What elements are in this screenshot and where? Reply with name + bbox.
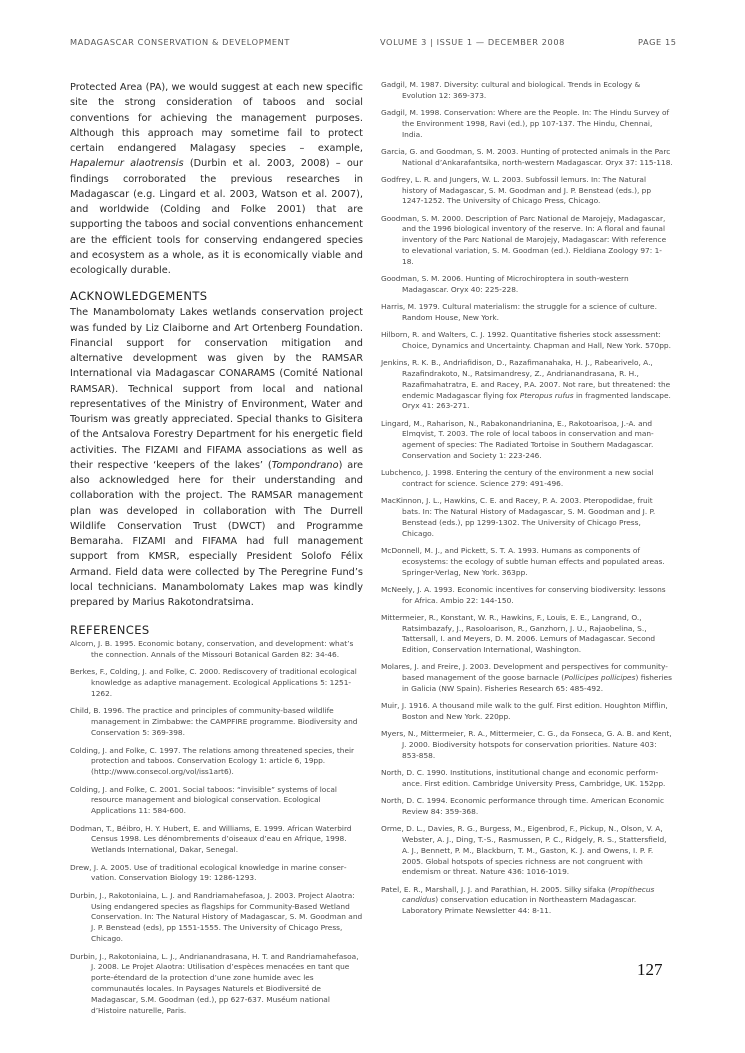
reference-text: Muir, J. 1916. A thousand mile walk to the gulf. First edition. Houghton Mifflin, Boston and New York. 220pp. [381, 701, 668, 722]
reference-entry [381, 358, 673, 412]
reference-entry [381, 546, 673, 579]
running-header-journal: MADAGASCAR CONSERVATION & DEVELOPMENT [70, 37, 291, 47]
reference-entry [381, 662, 673, 695]
reference-entry [70, 667, 363, 700]
reference-text: Colding, J. and Folke, C. 1997. The relations among threatened species, their protection and taboos. Conservation Ecology 1: article 6, 19pp. (http://www.consecol.org/vol/iss1art6). [70, 745, 355, 777]
reference-entry [381, 274, 673, 296]
acknowledgements-heading: ACKNOWLEDGEMENTS [70, 289, 208, 304]
reference-entry [381, 701, 673, 723]
reference-entry [381, 147, 673, 169]
reference-text: ) conservation education in Northeastern Madagascar. Laboratory Primate Newsletter 44: 8-11. [402, 895, 637, 916]
reference-entry [381, 796, 673, 818]
reference-text: Patel, E. R., Marshall, J. J. and Parathian, H. 2005. Silky sifaka ( [381, 884, 611, 894]
reference-entry [381, 214, 673, 268]
reference-text: Mittermeier, R., Konstant, W. R., Hawkins, F., Louis, E. E., Langrand, O., Ratsimbazafy, J., Rasoloarison, R., Ganzhorn, J. U., Rajaobelina, S., Tattersall, I. and Meyers, D. M. 2006. Lemurs of Madagascar. Second Edition, Conservation International, Washington. [381, 612, 656, 655]
acknowledgements-text-part: The Manambolomaty Lakes wetlands conservation project was funded by Liz Claiborne and Art Ortenberg Foundation. Financial support for conservation mitigation and alternative development was given by the RAMSAR International via Madagascar CONARAMS (Comité National RAMSAR). Technical support from local and national representatives of the Ministry of Environment, Water and Tourism was greatly appreciated. Special thanks to Gisitera of the Antsalova Forestry Department for his energetic field activities. The FIZAMI and FIFAMA associations as well as their respective ‘keepers of the lakes’ ( [70, 307, 363, 471]
reference-entry [381, 613, 673, 656]
reference-text: North, D. C. 1994. Economic performance through time. American Economic Review 84: 359-368. [381, 796, 665, 816]
reference-entry [70, 706, 363, 739]
reference-text: Hilborn, R. and Walters, C. J. 1992. Quantitative fisheries stock assessment: Choice, Dynamics and Uncertainty. Chapman and Hall, New York. 570pp. [381, 330, 671, 350]
reference-text: Colding, J. and Folke, C. 2001. Social taboos: “invisible” systems of local resource management and biological conservation. Ecological Applications 11: 584-600. [70, 784, 337, 816]
reference-text: Orme, D. L., Davies, R. G., Burgess, M., Eigenbrod, F., Pickup, N., Olson, V. A, Webster, A. J., Ding, T.-S., Rasmussen, P. C., Ridgely, R. S., Stattersfield, A. J., Bennett, P. M., Blackburn, T. M., Gaston, K. J. and Owens, I. P. F. 2005. Global hotspots of species richness are not congruent with endemism or threat. Nature 436: 1016-1019. [381, 824, 667, 877]
reference-entry [381, 80, 673, 102]
reference-entry [381, 419, 673, 462]
reference-text: Godfrey, L. R. and Jungers, W. L. 2003. Subfossil lemurs. In: The Natural history of Madagascar, S. M. Goodman and J. P. Benstead (eds.), pp 1247-1252. The University of Chicago Press, Chicago. [381, 174, 652, 206]
acknowledgements-section [70, 289, 363, 610]
reference-text: MacKinnon, J. L., Hawkins, C. E. and Racey, P. A. 2003. Pteropodidae, fruit bats. In: The Natural History of Madagascar, S. M. Goodman and J. P. Benstead (eds.), pp 1299-1302. The University of Chicago Press, Chicago. [381, 496, 656, 538]
reference-text: Lubchenco, J. 1998. Entering the century of the environment a new social contract for science. Science 279: 491-496. [381, 468, 654, 489]
acknowledgements-text-part: ) are also acknowledged here for their understanding and collaboration with the project. The RAMSAR management plan was developed in collaboration with The Durrell Wildlife Conservation Trust (DWCT) and Programme Bemaraha. FIZAMI and FIFAMA had full management support from KMSR, especially President Solofo Félix Armand. Field data were collected by The Peregrine Fund’s local technicians. Manambolomaty Lakes map was kindly prepared by Marius Rakotondratsima. [70, 459, 364, 608]
reference-entry [70, 824, 363, 857]
intro-text: Protected Area (PA), we would suggest at each new specific site the strong consideration of taboos and social conventions for achieving the management purposes. Although this approach may sometime fail to protect certain endangered Malagasy species – example, [70, 82, 363, 154]
reference-entry [381, 302, 673, 324]
reference-text: McDonnell, M. J., and Pickett, S. T. A. 1993. Humans as components of ecosystems: the ecology of subtle human effects and populated areas. Springer-Verlag, New York. 363pp. [381, 545, 665, 577]
running-header-page: PAGE 15 [638, 37, 677, 47]
reference-text: North, D. C. 1990. Institutions, institutional change and economic performance. First edition. Cambridge University Press, Cambridge, UK. 152pp. [381, 768, 666, 788]
running-header-issue: VOLUME 3 | ISSUE 1 — DECEMBER 2008 [380, 37, 565, 47]
reference-entry [381, 468, 673, 490]
reference-entry [381, 108, 673, 141]
references-heading: REFERENCES [70, 623, 150, 638]
reference-entry [70, 952, 363, 1017]
reference-entry [70, 863, 363, 885]
reference-italic: Pollicipes pollicipes [564, 673, 636, 683]
reference-entry [381, 729, 673, 762]
reference-text: Berkes, F., Colding, J. and Folke, C. 2000. Rediscovery of traditional ecological knowledge as adaptive management. Ecological Applications 5: 1251-1262. [70, 667, 357, 699]
reference-text: Gadgil, M. 1987. Diversity: cultural and biological. Trends in Ecology & Evolution 12: 369-373. [381, 80, 641, 100]
species-name: Hapalemur alaotrensis [70, 158, 184, 170]
reference-italic: Propithecus candidus [402, 884, 655, 905]
reference-entry [70, 785, 363, 818]
reference-text: Gadgil, M. 1998. Conservation: Where are the People. In: The Hindu Survey of the Environment 1998, Ravi (ed.), pp 107-137. The Hindu, Chennai, India. [381, 107, 670, 139]
reference-text: in fragmented landscape. Oryx 41: 263-271. [402, 390, 671, 411]
reference-entry [381, 585, 673, 607]
reference-text: Goodman, S. M. 2000. Description of Parc National de Marojejy, Madagascar, and the 1996 biological inventory of the reserve. In: A floral and faunal inventory of the Parc National de Marojejy, Madagascar: With reference to elevational variation, S. M. Goodman (ed.). Fieldiana Zoology 97: 1-18. [381, 213, 667, 266]
references-list-right [381, 80, 673, 917]
reference-text: Molares, J. and Freire, J. 2003. Development and perspectives for community-based management of the goose barnacle ( [381, 662, 668, 683]
reference-text: Child, B. 1996. The practice and principles of community-based wildlife management in Zimbabwe: the CAMPFIRE programme. Biodiversity and Conservation 5: 369-398. [70, 706, 358, 738]
reference-text: Lingard, M., Raharison, N., Rabakonandrianina, E., Rakotoarisoa, J.-A. and Elmqvist, T. 2003. The role of local taboos in conservation and management of species: The Radiated Tortoise in Southern Madagascar. Conservation and Society 1: 223-246. [381, 418, 654, 461]
reference-text: Durbin, J., Rakotoniaina, L. J. and Randriamahefasoa, J. 2003. Project Alaotra: Using endangered species as flagships for Community-Based Wetland Conservation. In: The Natural History of Madagascar, S. M. Goodman and J. P. Benstead (eds), pp 1551-1555. The University of Chicago Press, Chicago. [70, 890, 363, 944]
reference-entry [381, 824, 673, 878]
reference-text: Durbin, J., Rakotoniaina, L. J., Andrianandrasana, H. T. and Randriamahefasoa, J. 2008. Le Projet Alaotra: Utilisation d’espèces menacées en tant que porte-étendard de la protection d’une zone humide avec les communautés locales. In Paysages Naturels et Biodiversité de Madagascar, S.M. Goodman (ed.), pp 627-637. Muséum national d’Histoire naturelle, Paris. [70, 951, 359, 1015]
reference-entry [381, 768, 673, 790]
reference-text: McNeely, J. A. 1993. Economic incentives for conserving biodiversity: lessons for Africa. Ambio 22: 144-150. [381, 584, 666, 605]
reference-text: Alcorn, J. B. 1995. Economic botany, conservation, and development: what’s the connection. Annals of the Missouri Botanical Garden 82: 34-46. [70, 639, 354, 660]
reference-entry [70, 746, 363, 779]
reference-italic: Pteropus rufus [519, 390, 574, 400]
right-column [381, 80, 673, 923]
reference-entry [70, 639, 363, 661]
reference-entry [70, 891, 363, 945]
reference-entry [381, 885, 673, 918]
references-list-left [70, 639, 363, 1016]
intro-text: (Durbin et al. 2003, 2008) – our findings corroborated the previous researches in Madagascar (e.g. Lingard et al. 2003, Watson et al. 2007), and worldwide (Colding and Folke 2001) that are supporting the taboos and social conventions enhancement are the efficient tools for conserving endangered species and ecosystem as a whole, as it is economically viable and ecologically durable. [70, 158, 363, 276]
reference-text: Myers, N., Mittermeier, R. A., Mittermeier, C. G., da Fonseca, G. A. B. and Kent, J. 2000. Biodiversity hotspots for conservation priorities. Nature 403: 853-858. [381, 729, 672, 760]
left-column [70, 80, 363, 1023]
reference-entry [381, 175, 673, 208]
reference-text: Jenkins, R. K. B., Andriafidison, D., Razafimanahaka, H. J., Rabearivelo, A., Razafindrakoto, N., Ratsimandresy, Z., Andrianandrasana, R. H., Razafimahatratra, E. and Racey, P.A. 2007. Not rare, but threatened: the endemic Madagascar flying fox [381, 358, 671, 400]
reference-text: Goodman, S. M. 2006. Hunting of Microchiroptera in south-western Madagascar. Oryx 40: 225-228. [381, 274, 629, 294]
reference-text: Drew, J. A. 2005. Use of traditional ecological knowledge in marine conservation. Conservation Biology 19: 1286-1293. [70, 862, 347, 883]
acknowledgements-text [70, 305, 363, 610]
references-section [70, 623, 363, 1016]
reference-text: Harris, M. 1979. Cultural materialism: the struggle for a science of culture. Random House, New York. [381, 302, 657, 322]
page-number: 127 [637, 960, 663, 979]
reference-text: Dodman, T., Béibro, H. Y. Hubert, E. and Williams, E. 1999. African Waterbird Census 1998. Les dénombrements d’oiseaux d’eau en Afrique, 1998. Wetlands International, Dakar, Senegal. [70, 823, 352, 855]
reference-entry [381, 496, 673, 539]
acknowledgements-term: Tompondrano [271, 459, 339, 471]
intro-paragraph [70, 80, 363, 278]
reference-text: ) fisheries in Galicia (NW Spain). Fisheries Research 65: 485-492. [402, 673, 672, 694]
reference-text: Garcia, G. and Goodman, S. M. 2003. Hunting of protected animals in the Parc National d’Ankarafantsika, north-western Madagascar. Oryx 37: 115-118. [381, 146, 673, 167]
reference-entry [381, 330, 673, 352]
